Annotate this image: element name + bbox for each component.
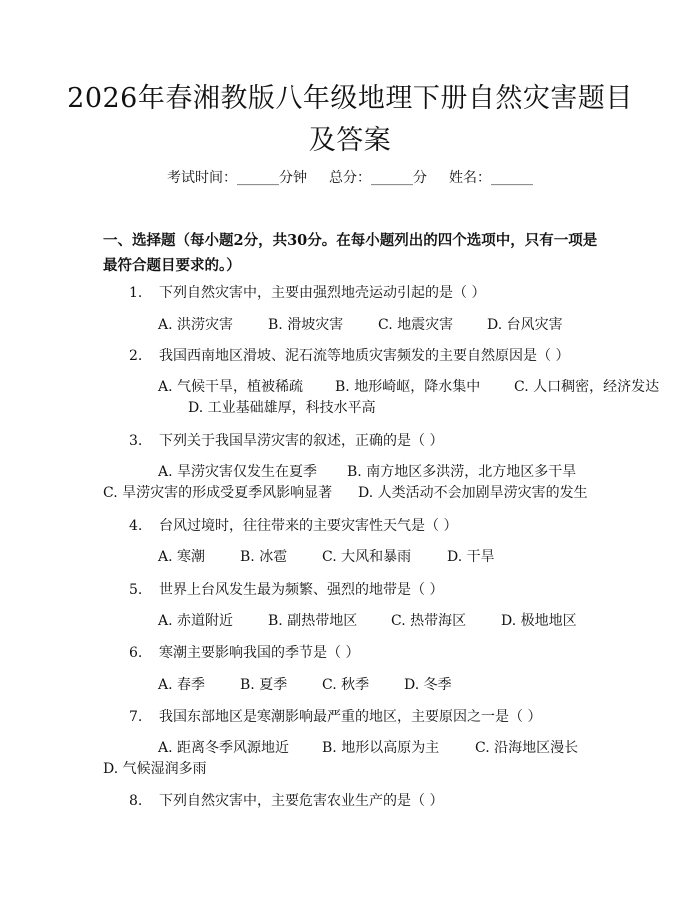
option-a: A. 洪涝灾害 (158, 317, 234, 333)
question-stem: 下列自然灾害中，主要由强烈地壳运动引起的是（ ） (159, 285, 486, 301)
option-c: C. 人口稠密，经济发达 (514, 379, 660, 395)
question-7 (129, 706, 541, 726)
question-stem: 台风过境时，往往带来的主要灾害性天气是（ ） (159, 518, 458, 534)
question-stem: 我国西南地区滑坡、泥石流等地质灾害频发的主要自然原因是（ ） (159, 348, 570, 364)
question-1 (129, 282, 485, 302)
question-number: 1. (129, 285, 143, 301)
question-2 (129, 345, 569, 365)
question-number: 4. (129, 518, 143, 534)
option-b: B. 夏季 (240, 677, 288, 693)
option-d: D. 气候湿润多雨 (103, 761, 207, 777)
option-b: B. 副热带地区 (268, 613, 358, 629)
option-c: C. 大风和暴雨 (322, 549, 412, 565)
option-c: C. 旱涝灾害的形成受夏季风影响显著 (103, 485, 333, 501)
option-d: D. 干旱 (447, 549, 495, 565)
question-8 (129, 790, 443, 810)
option-d: D. 台风灾害 (487, 317, 563, 333)
question-stem: 下列关于我国旱涝灾害的叙述，正确的是（ ） (159, 433, 444, 449)
option-c: C. 沿海地区漫长 (475, 740, 579, 756)
option-d: D. 工业基础雄厚，科技水平高 (188, 400, 376, 416)
option-d: D. 冬季 (404, 677, 452, 693)
question-4 (129, 515, 457, 535)
question-stem: 下列自然灾害中，主要危害农业生产的是（ ） (159, 793, 444, 809)
question-number: 5. (129, 582, 143, 598)
question-6 (129, 642, 359, 662)
exam-meta (0, 167, 700, 187)
option-a: A. 距离冬季风源地近 (158, 740, 290, 756)
question-number: 3. (129, 433, 143, 449)
question-number: 2. (129, 348, 143, 364)
option-a: A. 春季 (158, 677, 206, 693)
option-c: C. 热带海区 (391, 613, 467, 629)
option-b: B. 滑坡灾害 (268, 317, 344, 333)
question-stem: 寒潮主要影响我国的季节是（ ） (159, 645, 360, 661)
question-stem: 我国东部地区是寒潮影响最严重的地区，主要原因之一是（ ） (159, 709, 542, 725)
option-b: B. 冰雹 (240, 549, 288, 565)
question-number: 8. (129, 793, 143, 809)
question-3 (129, 430, 443, 450)
section-heading: 一、选择题（每小题2分，共30分。在每小题列出的四个选项中，只有一项是最符合题目要求的。） (103, 232, 598, 274)
option-a: A. 赤道附近 (158, 613, 234, 629)
option-c: C. 地震灾害 (378, 317, 454, 333)
option-b: B. 地形崎岖，降水集中 (335, 379, 481, 395)
option-a: A. 寒潮 (158, 549, 206, 565)
option-b: B. 南方地区多洪涝，北方地区多干旱 (347, 464, 577, 480)
option-d: D. 极地地区 (501, 613, 577, 629)
exam-time-field: 考试时间：______分钟 (167, 170, 307, 186)
option-b: B. 地形以高原为主 (322, 740, 440, 756)
question-number: 6. (129, 645, 143, 661)
option-a: A. 旱涝灾害仅发生在夏季 (158, 464, 318, 480)
question-5 (129, 579, 443, 599)
student-name-field: 姓名：______ (449, 170, 533, 186)
option-d: D. 人类活动不会加剧旱涝灾害的发生 (358, 485, 588, 501)
total-score-field: 总分：______分 (329, 170, 427, 186)
question-stem: 世界上台风发生最为频繁、强烈的地带是（ ） (159, 582, 444, 598)
option-a: A. 气候干旱，植被稀疏 (158, 379, 304, 395)
question-number: 7. (129, 709, 143, 725)
document-title: 2026年春湘教版八年级地理下册自然灾害题目及答案 (67, 83, 633, 156)
option-c: C. 秋季 (322, 677, 370, 693)
